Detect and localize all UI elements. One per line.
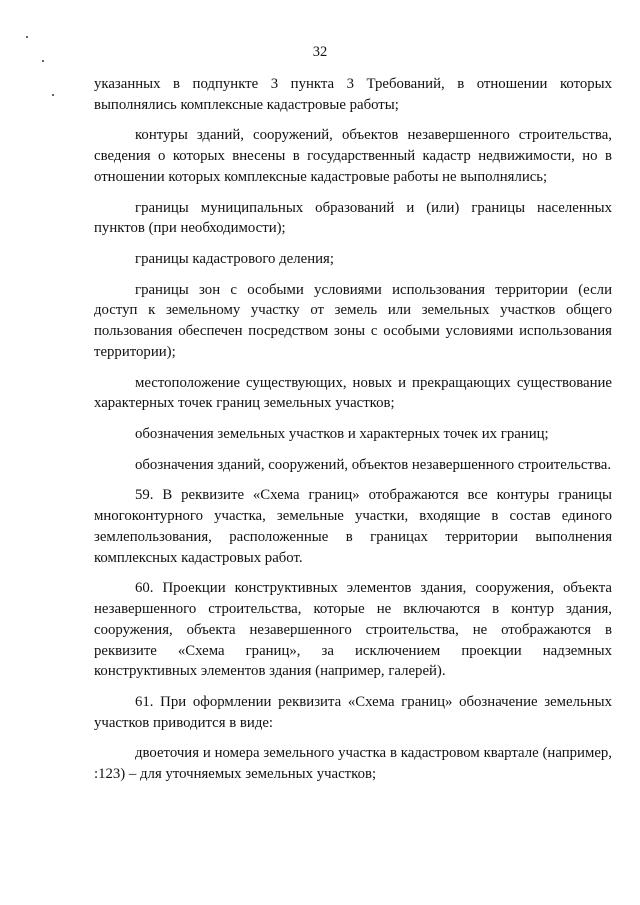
- paragraph: 59. В реквизите «Схема границ» отображаются все контуры границы многоконтурного участка, земельные участки, входящие в состав единого землепользования, расположенные в границах территории выполнения комплексных кадастровых работ.: [94, 487, 612, 566]
- scan-speck: [26, 36, 28, 38]
- paragraph: границы зон с особыми условиями использования территории (если доступ к земельному участку от земель или земельных участков общего пользования обеспечен посредством зоны с особыми условиями использования территории);: [94, 281, 612, 360]
- paragraph: 61. При оформлении реквизита «Схема границ» обозначение земельных участков приводится в виде:: [94, 693, 612, 731]
- paragraph: местоположение существующих, новых и прекращающих существование характерных точек границ земельных участков;: [94, 374, 612, 412]
- paragraph: указанных в подпункте 3 пункта 3 Требований, в отношении которых выполнялись комплексные кадастровые работы;: [94, 76, 612, 113]
- paragraph: обозначения зданий, сооружений, объектов незавершенного строительства.: [135, 456, 612, 473]
- paragraph: контуры зданий, сооружений, объектов незавершенного строительства, сведения о которых внесены в государственный кадастр недвижимости, но в отношении которых комплексные кадастровые работы не выполнялись;: [94, 127, 612, 185]
- body-text: [94, 74, 612, 785]
- scan-speck: [52, 94, 54, 96]
- paragraph: обозначения земельных участков и характерных точек их границ;: [135, 425, 549, 442]
- paragraph: двоеточия и номера земельного участка в кадастровом квартале (например, :123) – для уточняемых земельных участков;: [94, 745, 612, 783]
- paragraph: границы муниципальных образований и (или) границы населенных пунктов (при необходимости);: [94, 199, 612, 237]
- page-number: 32: [312, 44, 328, 60]
- paragraph: 60. Проекции конструктивных элементов здания, сооружения, объекта незавершенного строительства, которые не включаются в контур здания, сооружения, объекта незавершенного строительства, не отображаются в реквизите «Схема границ», за исключением проекции надземных конструктивных элементов здания (например, галерей).: [94, 580, 612, 680]
- paragraph: границы кадастрового деления;: [135, 250, 334, 267]
